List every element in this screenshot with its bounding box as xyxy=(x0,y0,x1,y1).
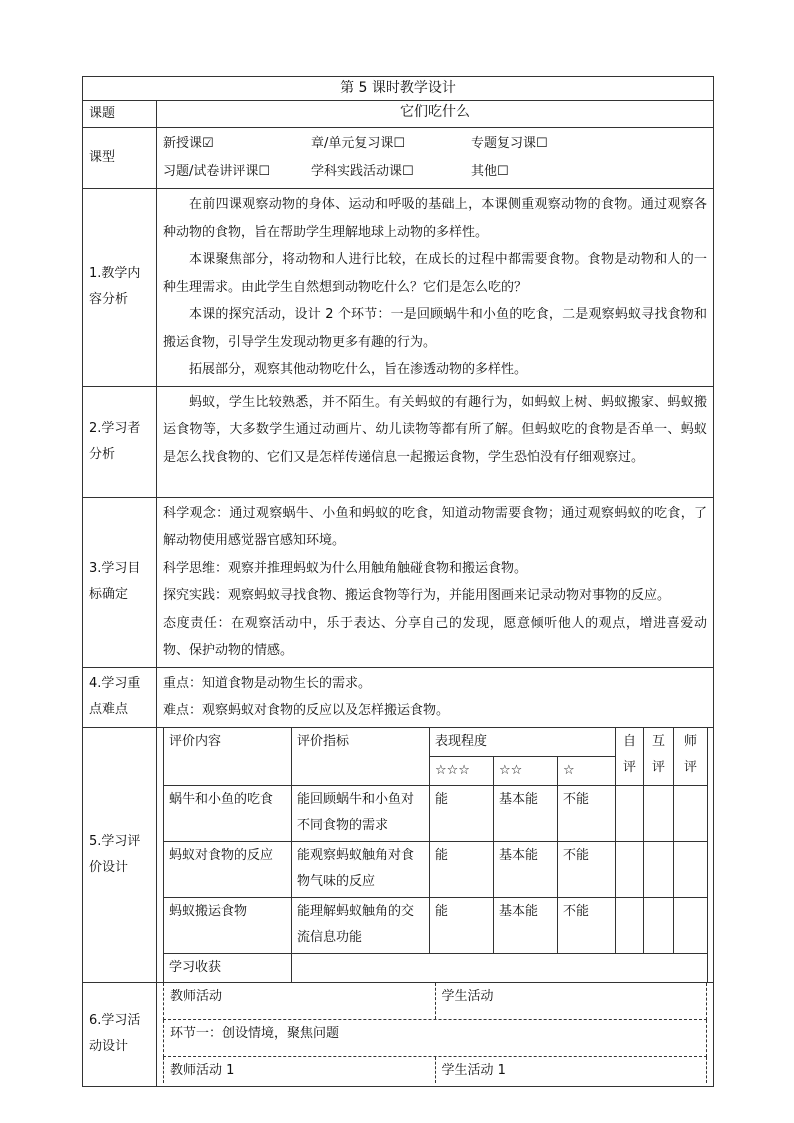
learner-analysis-text: 蚂蚁，学生比较熟悉，并不陌生。有关蚂蚁的有趣行为，如蚂蚁上树、蚂蚁搬家、蚂蚁搬运食物等，大多数学生通过动画片、幼儿读物等都有所了解。但蚂蚁吃的食物是否单一、蚂蚁是怎么找食物的、它们又是怎样传递信息一起搬运食物，学生恐怕没有仔细观察过。 xyxy=(157,386,714,497)
row-indicator: 能理解蚂蚁触角的交流信息功能 xyxy=(292,897,430,953)
row-indicator: 能回顾蜗牛和小鱼对不同食物的需求 xyxy=(292,785,430,841)
row-indicator: 能观察蚂蚁触角对食物气味的反应 xyxy=(292,841,430,897)
row-content: 蚂蚁对食物的反应 xyxy=(164,841,292,897)
teacher-activity-header: 教师活动 xyxy=(170,988,223,1004)
learning-gain-field[interactable] xyxy=(292,953,708,982)
content-paragraph: 本课的探究活动，设计 2 个环节：一是回顾蜗牛和小鱼的吃食，二是观察蚂蚁寻找食物和搬运食物，引导学生发现动物更多有趣的行为。 xyxy=(163,307,707,350)
header-performance: 表现程度 xyxy=(430,728,616,757)
option-practice-activity: 学科实践活动课☐ xyxy=(311,164,414,179)
objectives-label: 3.学习目标确定 xyxy=(83,497,157,667)
row-level-1: 不能 xyxy=(558,897,616,953)
content-paragraph: 在前四课观察动物的身体、运动和呼吸的基础上，本课侧重观察动物的食物。通过观察各种动物的食物，旨在帮助学生理解地球上动物的多样性。 xyxy=(163,197,707,240)
teacher-activity-1: 教师活动 1 xyxy=(170,1062,235,1078)
lesson-title: 它们吃什么 xyxy=(157,101,714,128)
row-level-3: 能 xyxy=(430,785,494,841)
level-one-star: ☆ xyxy=(558,756,616,785)
objective-item: 科学思维：观察并推理蚂蚁为什么用触角触碰食物和搬运食物。 xyxy=(163,560,528,576)
option-topic-review: 专题复习课☐ xyxy=(471,136,548,151)
header-teacher: 师评 xyxy=(674,728,708,786)
content-paragraph: 拓展部分，观察其他动物吃什么，旨在渗透动物的多样性。 xyxy=(189,362,528,377)
content-paragraph: 本课聚焦部分，将动物和人进行比较，在成长的过程中都需要食物。食物是动物和人的一种生理需求。由此学生自然想到动物吃什么？它们是怎么吃的？ xyxy=(163,252,707,295)
lesson-design-document xyxy=(82,76,713,1087)
header-self: 自评 xyxy=(616,728,644,786)
student-activity-header: 学生活动 xyxy=(435,983,707,1019)
self-score-cell[interactable] xyxy=(616,841,644,897)
peer-score-cell[interactable] xyxy=(644,841,674,897)
student-activity-1: 学生活动 1 xyxy=(435,1057,707,1083)
teacher-score-cell[interactable] xyxy=(674,785,708,841)
self-score-cell[interactable] xyxy=(616,785,644,841)
key-point-item: 重点：知道食物是动物生长的需求。 xyxy=(163,675,372,691)
objectives-text xyxy=(157,497,714,667)
activities-label: 6.学习活动设计 xyxy=(83,982,157,1086)
option-other: 其他☐ xyxy=(471,164,509,179)
header-content: 评价内容 xyxy=(164,728,292,786)
activity-step-one: 环节一：创设情境，聚焦问题 xyxy=(163,1020,707,1057)
content-analysis-text xyxy=(157,189,714,387)
row-level-1: 不能 xyxy=(558,841,616,897)
evaluation-table xyxy=(163,728,708,982)
row-level-3: 能 xyxy=(430,841,494,897)
header-peer: 互评 xyxy=(644,728,674,786)
learner-analysis-label: 2.学习者分析 xyxy=(83,386,157,497)
level-two-stars: ☆☆ xyxy=(494,756,558,785)
peer-score-cell[interactable] xyxy=(644,785,674,841)
key-points-text xyxy=(157,667,714,727)
lesson-design-table xyxy=(82,76,714,1087)
option-unit-review: 章/单元复习课☐ xyxy=(311,136,406,151)
activity-header-row xyxy=(163,983,707,1020)
peer-score-cell[interactable] xyxy=(644,897,674,953)
lesson-type-label: 课型 xyxy=(83,128,157,189)
row-content: 蚂蚁搬运食物 xyxy=(164,897,292,953)
level-three-stars: ☆☆☆ xyxy=(430,756,494,785)
teacher-score-cell[interactable] xyxy=(674,897,708,953)
row-level-2: 基本能 xyxy=(494,897,558,953)
lesson-type-options xyxy=(157,128,713,188)
teacher-score-cell[interactable] xyxy=(674,841,708,897)
row-level-2: 基本能 xyxy=(494,841,558,897)
row-content: 蜗牛和小鱼的吃食 xyxy=(164,785,292,841)
objective-item: 态度责任：在观察活动中，乐于表达、分享自己的发现，愿意倾听他人的观点，增进喜爱动物、保护动物的情感。 xyxy=(163,615,707,658)
learning-gain-label: 学习收获 xyxy=(164,953,292,982)
header-indicator: 评价指标 xyxy=(292,728,430,786)
activities-area xyxy=(157,983,713,1083)
row-level-3: 能 xyxy=(430,897,494,953)
self-score-cell[interactable] xyxy=(616,897,644,953)
option-new-lesson: 新授课☑ xyxy=(163,136,214,151)
document-title: 第 5 课时教学设计 xyxy=(83,77,714,101)
row-level-1: 不能 xyxy=(558,785,616,841)
row-level-2: 基本能 xyxy=(494,785,558,841)
option-exercise-review: 习题/试卷讲评课☐ xyxy=(163,164,271,179)
key-point-item: 难点：观察蚂蚁对食物的反应以及怎样搬运食物。 xyxy=(163,703,450,718)
objective-item: 科学观念：通过观察蜗牛、小鱼和蚂蚁的吃食，知道动物需要食物；通过观察蚂蚁的吃食，了解动物使用感觉器官感知环境。 xyxy=(163,505,707,548)
activity-row-one xyxy=(163,1057,707,1083)
objective-item: 探究实践：观察蚂蚁寻找食物、搬运食物等行为，并能用图画来记录动物对事物的反应。 xyxy=(163,588,671,603)
evaluation-label: 5.学习评价设计 xyxy=(83,727,157,982)
content-analysis-label: 1.教学内容分析 xyxy=(83,189,157,387)
lesson-label: 课题 xyxy=(83,101,157,128)
key-points-label: 4.学习重点难点 xyxy=(83,667,157,727)
